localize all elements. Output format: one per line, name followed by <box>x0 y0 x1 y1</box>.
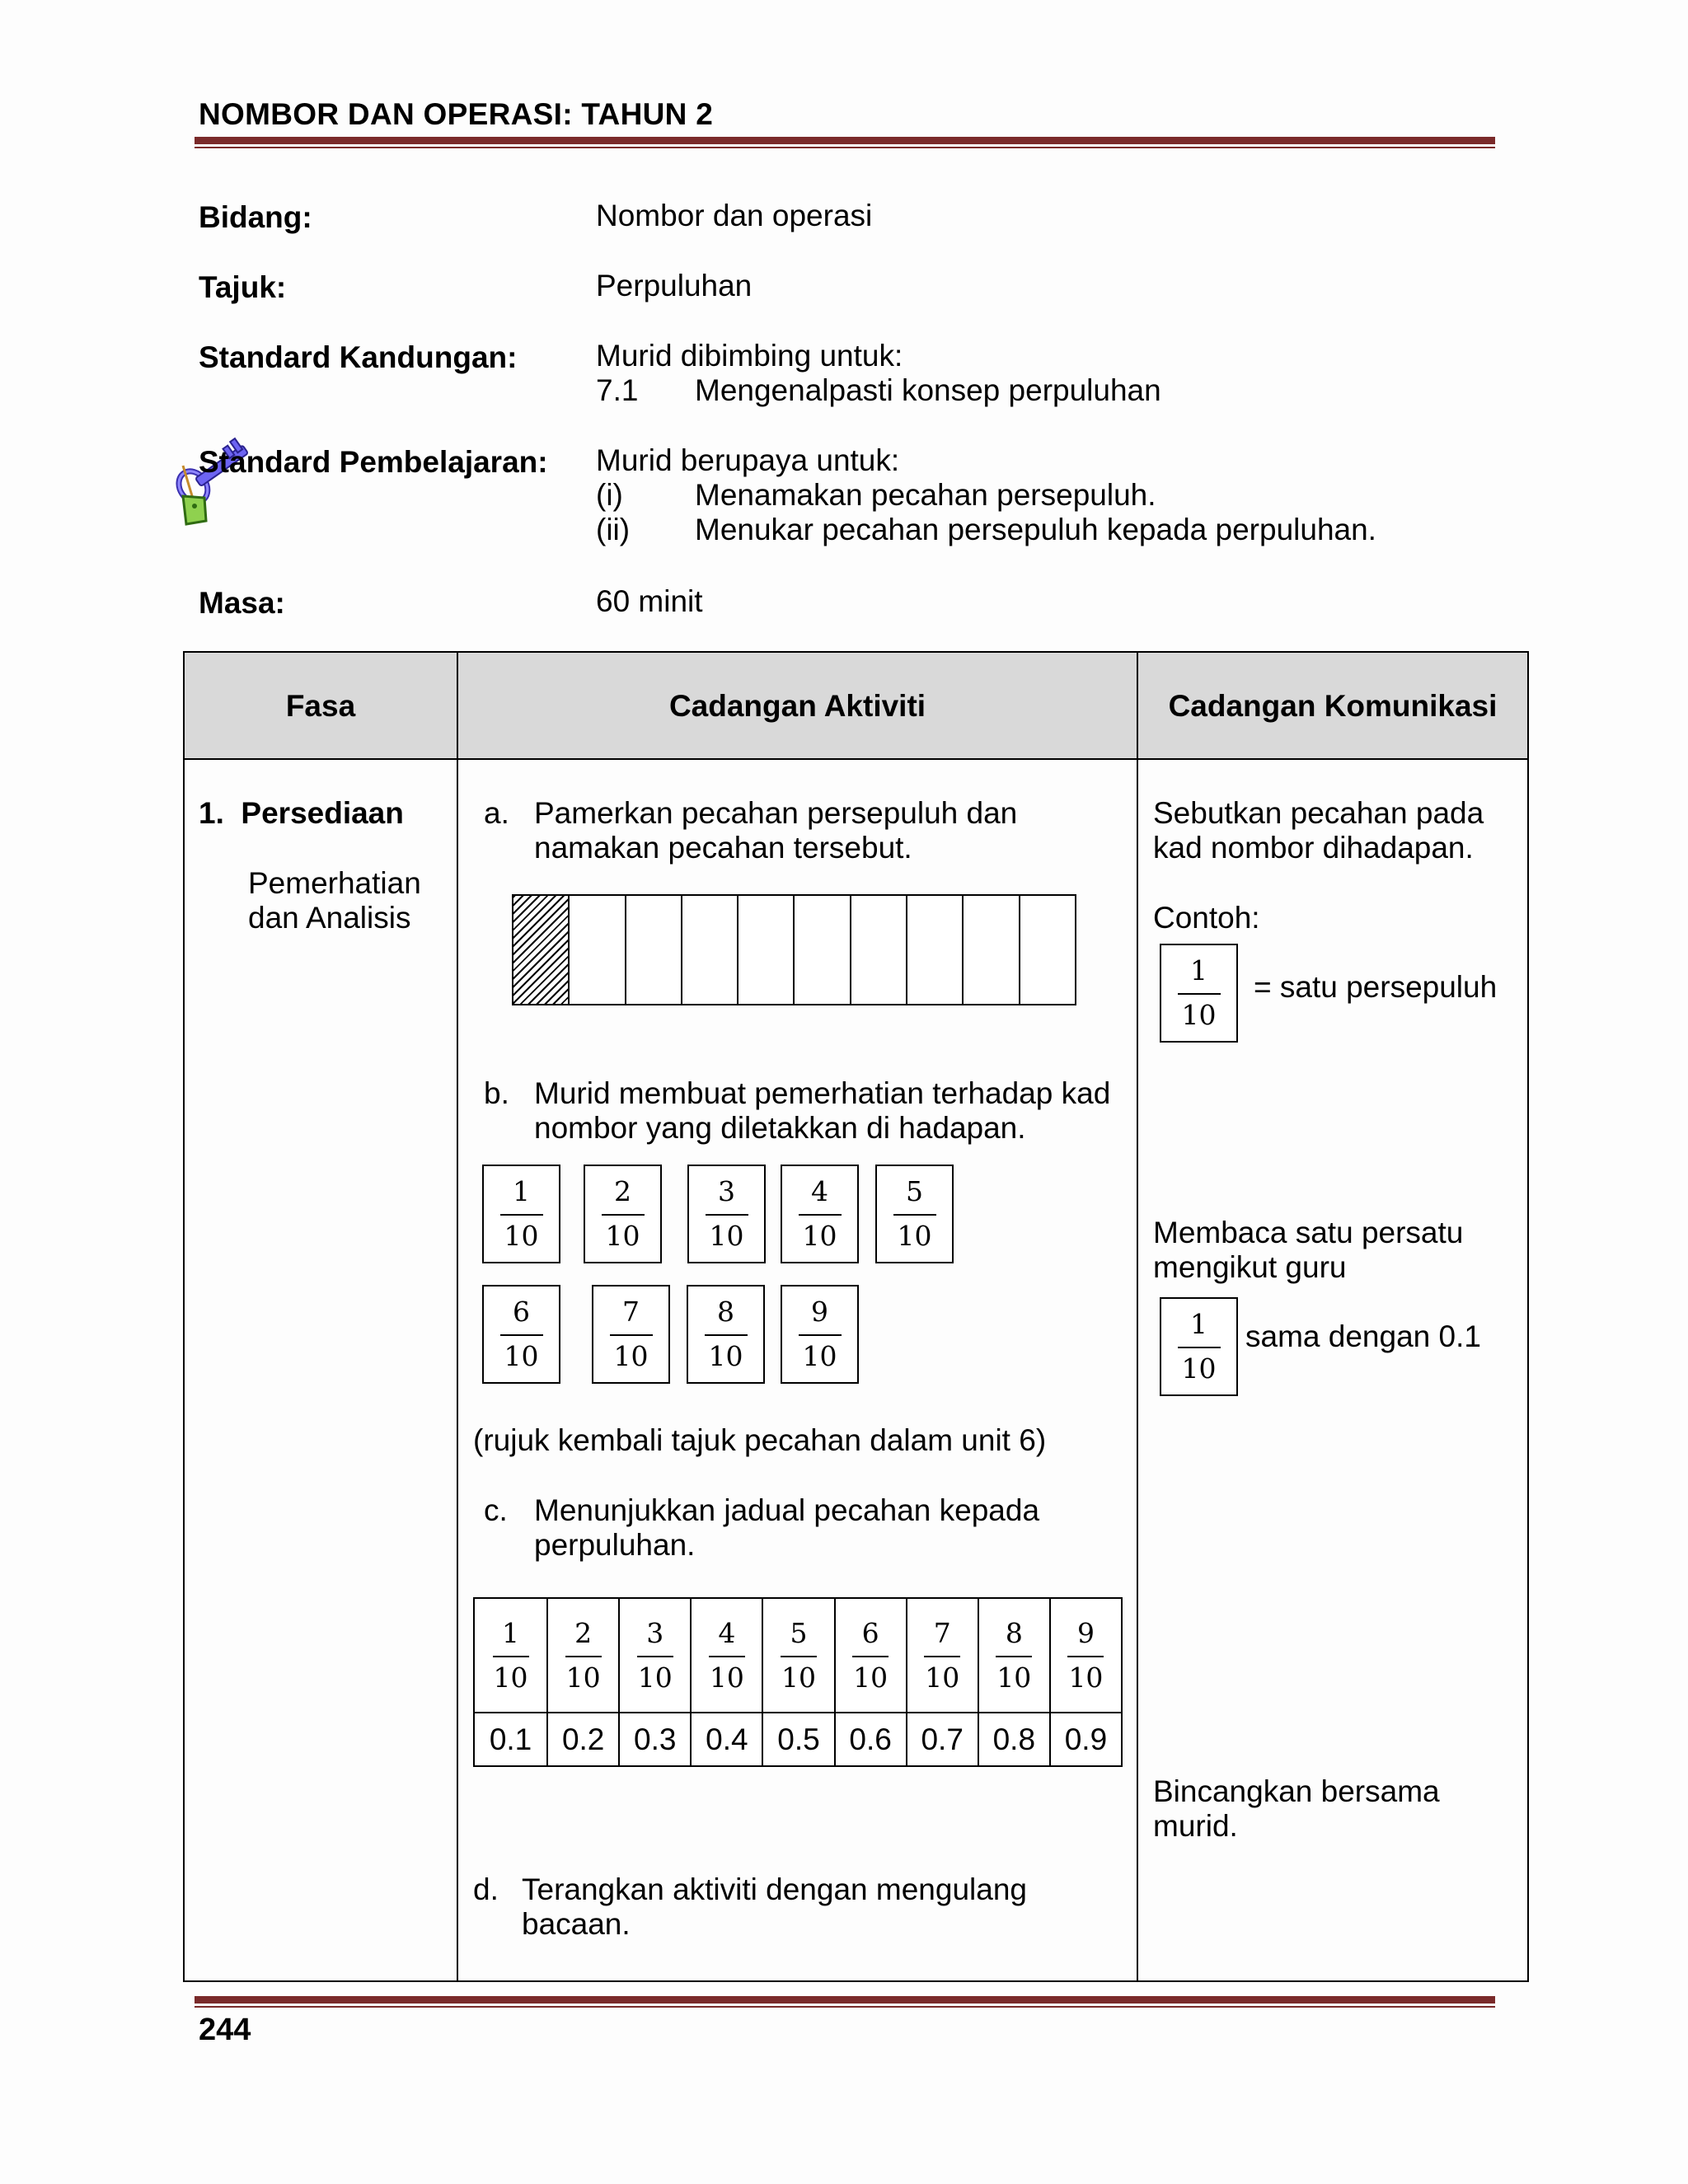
sp-item-text: Menamakan pecahan persepuluh. <box>695 478 1156 512</box>
card-denominator: 10 <box>802 1340 837 1372</box>
card-denominator: 10 <box>504 1220 539 1252</box>
decimal-cell: 0.8 <box>978 1712 1049 1765</box>
cell-numerator: 8 <box>1005 1616 1023 1649</box>
sp-intro: Murid berupaya untuk: <box>596 443 900 477</box>
standard-pembelajaran-value <box>596 443 1376 547</box>
sp-item <box>596 513 1376 547</box>
decimal-cell: 0.5 <box>762 1712 833 1765</box>
activity-d-line1: Terangkan aktiviti dengan mengulang <box>522 1872 1027 1906</box>
card-numerator: 2 <box>614 1175 631 1207</box>
cell-denominator: 10 <box>996 1661 1032 1694</box>
header-divider <box>183 758 1529 760</box>
page-number: 244 <box>199 2013 251 2047</box>
cell-numerator: 5 <box>790 1616 808 1649</box>
activity-c-letter: c. <box>484 1493 508 1527</box>
strip-cell-shaded <box>513 896 568 1004</box>
decimal-cell: 0.4 <box>690 1712 762 1765</box>
fraction-card <box>482 1165 560 1263</box>
activity-a-line1: Pamerkan pecahan persepuluh dan <box>534 796 1018 830</box>
fasa-title: 1. Persediaan <box>199 796 404 830</box>
sp-item-number: (ii) <box>596 513 631 546</box>
fraction-card <box>584 1165 662 1263</box>
cell-numerator: 6 <box>861 1616 879 1649</box>
strip-cell <box>1019 896 1075 1004</box>
sp-item-number: (i) <box>596 478 623 512</box>
standard-pembelajaran-label: Standard Pembelajaran: <box>199 445 548 479</box>
fraction-cell <box>978 1599 1049 1712</box>
card-numerator: 4 <box>811 1175 828 1207</box>
komunikasi-1-line1: Sebutkan pecahan pada <box>1153 796 1484 830</box>
cell-numerator: 3 <box>646 1616 664 1649</box>
komunikasi-2-line1: Membaca satu persatu <box>1153 1216 1464 1249</box>
activity-b-letter: b. <box>484 1076 509 1110</box>
card-denominator: 10 <box>897 1220 932 1252</box>
strip-cell <box>568 896 624 1004</box>
sp-item-text: Menukar pecahan persepuluh kepada perpuluhan. <box>695 513 1376 546</box>
fraction-card <box>687 1285 765 1384</box>
fraction-cell <box>618 1599 690 1712</box>
cell-numerator: 9 <box>1076 1616 1095 1649</box>
fraction-card <box>875 1165 954 1263</box>
fraction-cell <box>546 1599 618 1712</box>
footer-rule-thin <box>195 2006 1495 2008</box>
activity-c-line1: Menunjukkan jadual pecahan kepada <box>534 1493 1040 1527</box>
activity-b-line1: Murid membuat pemerhatian terhadap kad <box>534 1076 1111 1110</box>
card-denominator: 10 <box>709 1220 744 1252</box>
card-denominator: 10 <box>613 1340 649 1372</box>
column-divider <box>1137 651 1138 1982</box>
fraction-card <box>482 1285 560 1384</box>
cell-denominator: 10 <box>709 1661 744 1694</box>
bidang-label: Bidang: <box>199 200 312 234</box>
column-divider <box>457 651 458 1982</box>
header-cadangan-komunikasi: Cadangan Komunikasi <box>1168 689 1498 723</box>
cell-numerator: 7 <box>933 1616 951 1649</box>
strip-cell <box>906 896 962 1004</box>
strip-cell <box>962 896 1018 1004</box>
fasa-subtitle-line1: Pemerhatian <box>248 866 421 900</box>
decimal-cell: 0.2 <box>546 1712 618 1765</box>
activity-b-line2: nombor yang diletakkan di hadapan. <box>534 1111 1026 1145</box>
card-denominator: 10 <box>605 1220 640 1252</box>
fraction-cell <box>906 1599 978 1712</box>
cell-denominator: 10 <box>565 1661 601 1694</box>
komunikasi-3-line1: Bincangkan bersama <box>1153 1774 1440 1808</box>
activity-d-letter: d. <box>473 1872 499 1906</box>
decimal-cell: 0.6 <box>834 1712 906 1765</box>
fraction-card <box>592 1285 670 1384</box>
fraction-cell <box>834 1599 906 1712</box>
komunikasi-1-line2: kad nombor dihadapan. <box>1153 831 1474 865</box>
cell-denominator: 10 <box>925 1661 960 1694</box>
masa-value: 60 minit <box>596 584 703 618</box>
fraction-card <box>687 1165 766 1263</box>
sk-item-number: 7.1 <box>596 373 639 407</box>
cell-numerator: 4 <box>718 1616 736 1649</box>
cell-numerator: 2 <box>574 1616 593 1649</box>
card-denominator: 10 <box>708 1340 743 1372</box>
fraction-cell <box>1049 1599 1121 1712</box>
cell-denominator: 10 <box>1068 1661 1104 1694</box>
fraction-card <box>781 1165 859 1263</box>
card-numerator: 7 <box>622 1296 640 1328</box>
decimal-cell: 0.1 <box>475 1712 546 1765</box>
sp-item <box>596 478 1376 513</box>
decimal-cell: 0.3 <box>618 1712 690 1765</box>
strip-cell <box>737 896 793 1004</box>
fasa-subtitle-line2: dan Analisis <box>248 901 411 935</box>
reference-note: (rujuk kembali tajuk pecahan dalam unit 6) <box>473 1423 1047 1457</box>
example-equivalence: sama dengan 0.1 <box>1245 1319 1481 1353</box>
tajuk-label: Tajuk: <box>199 270 287 304</box>
activity-c-line2: perpuluhan. <box>534 1528 696 1562</box>
strip-cell <box>850 896 906 1004</box>
activity-a-letter: a. <box>484 796 509 830</box>
standard-kandungan-value <box>596 339 1161 408</box>
tenths-strip-diagram <box>512 894 1076 1005</box>
header-fasa: Fasa <box>285 689 356 723</box>
page-header-title: NOMBOR DAN OPERASI: TAHUN 2 <box>199 97 714 131</box>
decimal-cell: 0.7 <box>906 1712 978 1765</box>
strip-cell <box>681 896 737 1004</box>
sk-item <box>596 373 1161 408</box>
card-numerator: 3 <box>718 1175 735 1207</box>
card-numerator: 1 <box>513 1175 530 1207</box>
strip-cell <box>625 896 681 1004</box>
example-fraction-card <box>1160 944 1238 1043</box>
example-numerator: 1 <box>1190 954 1207 987</box>
example-fraction-card <box>1160 1297 1238 1396</box>
decimal-cell: 0.9 <box>1049 1712 1121 1765</box>
komunikasi-3-line2: murid. <box>1153 1809 1238 1843</box>
activity-d-line2: bacaan. <box>522 1907 631 1941</box>
header-rule-thin <box>195 147 1495 148</box>
sk-item-text: Mengenalpasti konsep perpuluhan <box>695 373 1161 407</box>
cell-denominator: 10 <box>853 1661 889 1694</box>
fraction-decimal-table <box>473 1597 1123 1767</box>
fraction-cell <box>475 1599 546 1712</box>
cell-denominator: 10 <box>637 1661 673 1694</box>
example-denominator: 10 <box>1181 1352 1217 1385</box>
komunikasi-2-line2: mengikut guru <box>1153 1250 1347 1284</box>
activity-a-line2: namakan pecahan tersebut. <box>534 831 912 865</box>
bidang-value: Nombor dan operasi <box>596 199 873 232</box>
example-numerator: 1 <box>1190 1308 1207 1340</box>
cell-numerator: 1 <box>502 1616 520 1649</box>
contoh-label: Contoh: <box>1153 901 1260 935</box>
footer-rule <box>195 1996 1495 2004</box>
card-numerator: 8 <box>717 1296 734 1328</box>
cell-denominator: 10 <box>781 1661 816 1694</box>
card-numerator: 6 <box>513 1296 530 1328</box>
card-denominator: 10 <box>504 1340 539 1372</box>
header-cadangan-aktiviti: Cadangan Aktiviti <box>668 689 926 723</box>
cell-denominator: 10 <box>493 1661 528 1694</box>
sk-intro: Murid dibimbing untuk: <box>596 339 903 373</box>
fraction-cell <box>762 1599 833 1712</box>
header-rule <box>195 137 1495 144</box>
standard-kandungan-label: Standard Kandungan: <box>199 340 518 374</box>
example-denominator: 10 <box>1181 999 1217 1031</box>
fraction-card <box>781 1285 859 1384</box>
example-reading: = satu persepuluh <box>1254 970 1498 1004</box>
fraction-cell <box>690 1599 762 1712</box>
card-numerator: 5 <box>906 1175 923 1207</box>
tajuk-value: Perpuluhan <box>596 269 753 302</box>
masa-label: Masa: <box>199 586 285 620</box>
strip-cell <box>793 896 849 1004</box>
card-denominator: 10 <box>802 1220 837 1252</box>
card-numerator: 9 <box>811 1296 828 1328</box>
